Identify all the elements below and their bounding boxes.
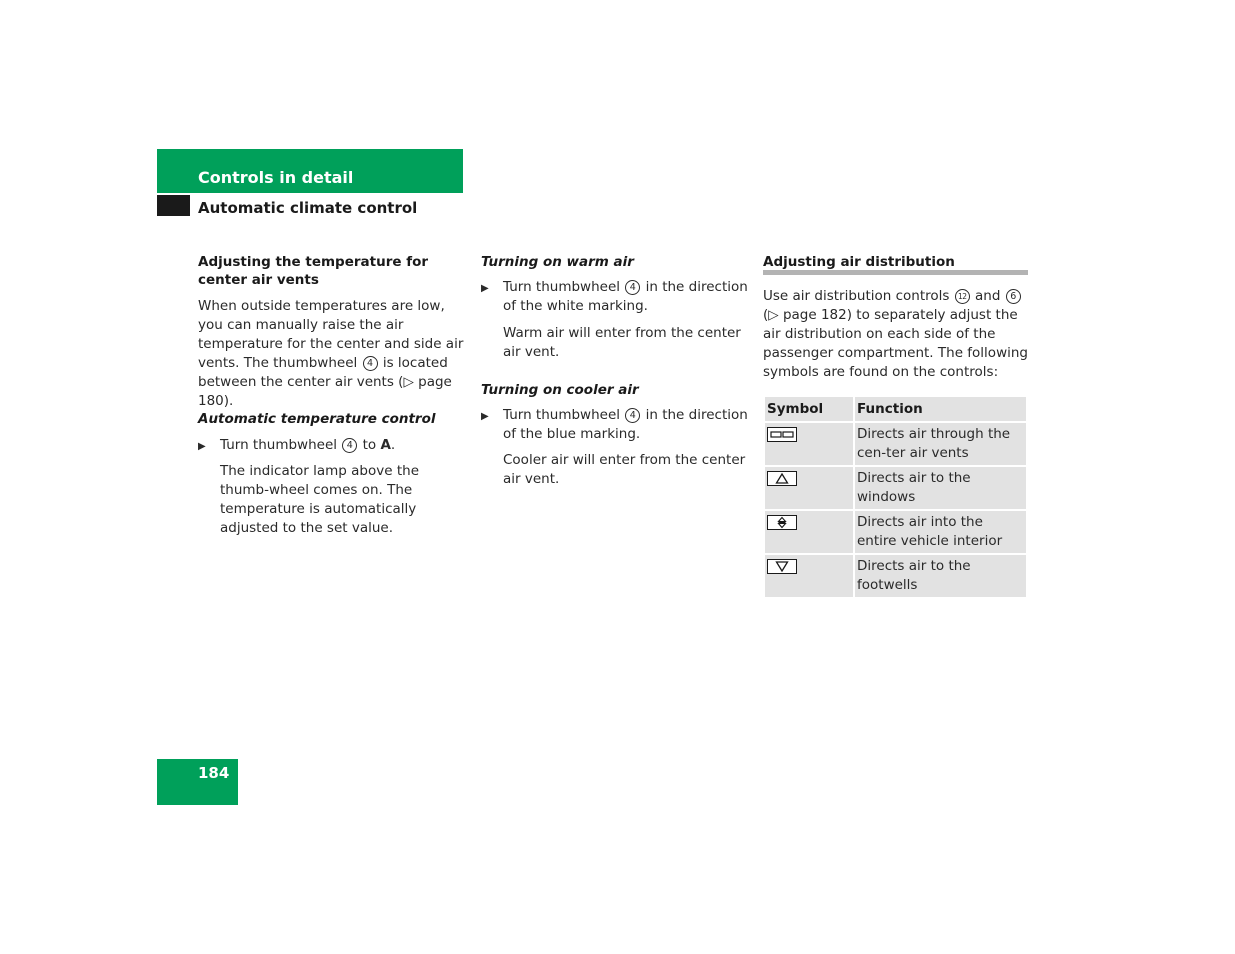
paragraph-text: is located between the center air vents ( xyxy=(198,355,448,390)
entire-interior-symbol-icon xyxy=(767,515,797,530)
result-warm-air: Warm air will enter from the center air vent. xyxy=(503,325,741,360)
paragraph-center-vent-temp xyxy=(198,297,466,411)
ref-number-badge: 6 xyxy=(1006,289,1021,304)
table-header-row xyxy=(764,396,1027,422)
heading-warm-air: Turning on warm air xyxy=(481,254,634,270)
ref-number-badge: 4 xyxy=(625,280,640,295)
step-text: in the direction of the white marking. xyxy=(503,279,748,314)
table-row xyxy=(764,510,1027,554)
symbol-cell xyxy=(764,422,854,466)
center-vents-symbol-icon xyxy=(767,427,797,442)
step-auto-temp xyxy=(220,436,468,455)
function-cell: Directs air to the windows xyxy=(854,466,1027,510)
heading-cooler-air: Turning on cooler air xyxy=(481,382,639,398)
table-row xyxy=(764,466,1027,510)
section-title: Automatic climate control xyxy=(198,199,418,217)
step-text: Turn thumbwheel xyxy=(220,437,337,453)
paragraph-text: and xyxy=(975,288,1001,304)
table-row xyxy=(764,422,1027,466)
step-text: in the direction of the blue marking. xyxy=(503,407,748,442)
symbol-cell xyxy=(764,554,854,598)
heading-air-distribution: Adjusting air distribution xyxy=(763,254,955,270)
function-cell: Directs air into the entire vehicle interior xyxy=(854,510,1027,554)
page-reference: page 180). xyxy=(198,374,452,409)
step-text: Turn thumbwheel xyxy=(503,407,620,423)
ref-number-badge: 4 xyxy=(625,408,640,423)
bullet-icon: ▶ xyxy=(198,441,206,452)
step-text: Turn thumbwheel xyxy=(503,279,620,295)
column-header-symbol: Symbol xyxy=(764,396,854,422)
paragraph-air-distribution xyxy=(763,287,1031,382)
ref-number-badge: 4 xyxy=(363,356,378,371)
heading-center-vent-temp: Adjusting the temperature for center air vents xyxy=(198,254,429,288)
ref-number-badge: 12 xyxy=(955,289,970,304)
chapter-title: Controls in detail xyxy=(198,168,354,187)
paragraph-text: When outside temperatures are low, you can manually raise the air temperature for the center and side air vents. The thumbwheel xyxy=(198,298,464,371)
symbol-cell xyxy=(764,510,854,554)
paragraph-text: ( xyxy=(763,307,769,323)
subheading-auto-temp: Automatic temperature control xyxy=(198,411,436,427)
footwells-symbol-icon xyxy=(767,559,797,574)
paragraph-text: page 182) to separately adjust the air distribution on each side of the passenger compartment. The following symbols are found on the controls: xyxy=(763,307,1028,380)
symbol-function-table xyxy=(763,395,1028,599)
bullet-icon: ▶ xyxy=(481,411,489,422)
page-number: 184 xyxy=(198,764,230,782)
step-warm-air xyxy=(503,278,748,316)
result-auto-temp: The indicator lamp above the thumb-wheel comes on. The temperature is automatically adjusted to the set value. xyxy=(220,463,419,536)
column-header-function: Function xyxy=(854,396,1027,422)
step-cooler-air xyxy=(503,406,748,444)
page-ref-arrow-icon: ▷ xyxy=(403,374,414,390)
function-cell: Directs air through the cen-ter air vents xyxy=(854,422,1027,466)
result-cooler-air: Cooler air will enter from the center air vent. xyxy=(503,452,746,487)
table-row xyxy=(764,554,1027,598)
symbol-cell xyxy=(764,466,854,510)
page-ref-arrow-icon: ▷ xyxy=(768,307,779,323)
step-text: . xyxy=(390,437,396,453)
section-marker-block xyxy=(157,195,190,216)
windows-symbol-icon xyxy=(767,471,797,486)
heading-rule xyxy=(763,270,1028,275)
function-cell: Directs air to the footwells xyxy=(854,554,1027,598)
ref-number-badge: 4 xyxy=(342,438,357,453)
bullet-icon: ▶ xyxy=(481,283,489,294)
setting-label: A xyxy=(380,437,391,453)
step-text: to xyxy=(362,437,377,453)
paragraph-text: Use air distribution controls xyxy=(763,288,950,304)
